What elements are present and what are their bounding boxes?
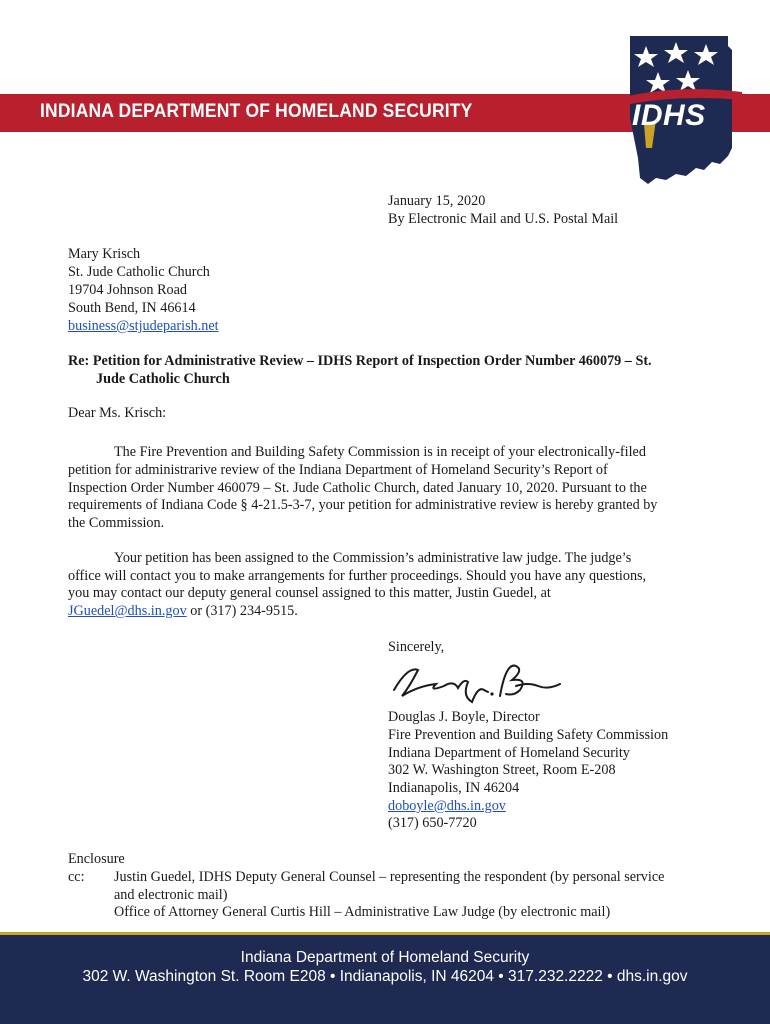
salutation: Dear Ms. Krisch: bbox=[68, 405, 167, 421]
cc-line: Justin Guedel, IDHS Deputy General Counsel – representing the respondent (by personal service bbox=[114, 869, 665, 885]
signer-street: 302 W. Washington Street, Room E-208 bbox=[388, 762, 616, 778]
logo-text: IDHS bbox=[632, 99, 706, 132]
counsel-email-link[interactable]: JGuedel@dhs.in.gov bbox=[68, 603, 187, 619]
body-p1-line: petition for administrarive review of the Indiana Department of Homeland Security’s Report of bbox=[68, 462, 608, 478]
footer-accent-line bbox=[0, 932, 770, 935]
body-p2-line: you may contact our deputy general counsel assigned to this matter, Justin Guedel, at bbox=[68, 585, 551, 601]
signer-name: Douglas J. Boyle, Director bbox=[388, 709, 540, 725]
recipient-city: South Bend, IN 46614 bbox=[68, 300, 196, 316]
recipient-street: 19704 Johnson Road bbox=[68, 282, 188, 298]
signer-dept: Indiana Department of Homeland Security bbox=[388, 745, 630, 761]
body-p1-line: The Fire Prevention and Building Safety Commission is in receipt of your electronically-filed bbox=[114, 444, 646, 460]
cc-line: and electronic mail) bbox=[114, 887, 228, 903]
department-title: INDIANA DEPARTMENT OF HOMELAND SECURITY bbox=[40, 101, 473, 122]
signer-email-link[interactable]: doboyle@dhs.in.gov bbox=[388, 798, 506, 814]
subject-line-1: Re: Petition for Administrative Review – IDHS Report of Inspection Order Number 460079 – St. bbox=[68, 353, 652, 369]
cc-label: cc: bbox=[68, 869, 85, 885]
footer-contact: 302 W. Washington St. Room E208 • Indianapolis, IN 46204 • 317.232.2222 • dhs.in.gov bbox=[82, 968, 688, 985]
signer-city: Indianapolis, IN 46204 bbox=[388, 780, 520, 796]
handwritten-signature bbox=[388, 656, 568, 708]
subject-line-2: Jude Catholic Church bbox=[96, 371, 230, 387]
recipient-name: Mary Krisch bbox=[68, 246, 141, 262]
signer-phone: (317) 650-7720 bbox=[388, 815, 477, 831]
body-p2-line: office will contact you to make arrangements for further proceedings. Should you have any questions, bbox=[68, 568, 647, 584]
closing-sincerely: Sincerely, bbox=[388, 639, 445, 655]
footer-department: Indiana Department of Homeland Security bbox=[240, 949, 530, 966]
body-p1-line: Inspection Order Number 460079 – St. Jude Catholic Church, dated January 10, 2020. Pursuant to the bbox=[68, 480, 647, 496]
recipient-email-link[interactable]: business@stjudeparish.net bbox=[68, 318, 219, 334]
body-p1-line: requirements of Indiana Code § 4-21.5-3-7, your petition for administrative review is hereby granted by bbox=[68, 497, 658, 513]
body-p1-line: the Commission. bbox=[68, 515, 165, 531]
recipient-org: St. Jude Catholic Church bbox=[68, 264, 210, 280]
delivery-method: By Electronic Mail and U.S. Postal Mail bbox=[388, 211, 619, 227]
letter-date: January 15, 2020 bbox=[388, 193, 486, 209]
counsel-phone: or (317) 234-9515. bbox=[186, 603, 298, 619]
body-p2-line: Your petition has been assigned to the Commission’s administrative law judge. The judge’s bbox=[114, 550, 632, 566]
cc-line: Office of Attorney General Curtis Hill – Administrative Law Judge (by electronic mail) bbox=[114, 904, 611, 920]
body-p2-last-line bbox=[68, 603, 298, 621]
enclosure-label: Enclosure bbox=[68, 851, 125, 867]
signer-title: Fire Prevention and Building Safety Commission bbox=[388, 727, 669, 743]
